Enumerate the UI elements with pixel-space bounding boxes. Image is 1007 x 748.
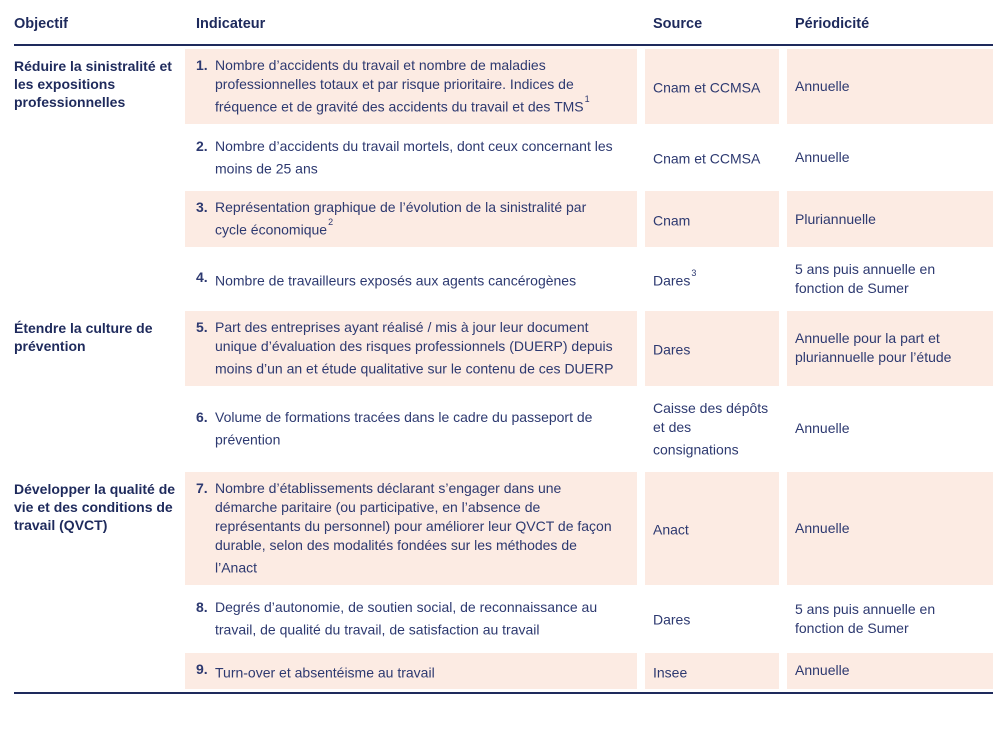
source-text: Dares$^3$	[653, 267, 697, 289]
source-text: Anact	[653, 521, 689, 538]
periodicite-cell	[787, 130, 993, 186]
table-body	[14, 46, 993, 692]
periodicite-cell	[787, 472, 993, 585]
source-text: Cnam	[653, 212, 691, 229]
periodicite-cell	[787, 253, 993, 305]
table-row	[14, 591, 993, 647]
indicator-text: Représentation graphique de l’évolution de la sinistralité par cycle économique$^2$	[215, 199, 587, 238]
objectif-cell	[14, 130, 177, 186]
source-cell	[645, 191, 779, 247]
source-cell	[645, 130, 779, 186]
table-row	[14, 130, 993, 186]
indicateur-cell	[185, 49, 637, 124]
table-row	[14, 311, 993, 386]
periodicite-cell	[787, 591, 993, 647]
objectif-cell	[14, 472, 177, 585]
source-text: Dares	[653, 341, 691, 358]
periodicite-text: Annuelle	[795, 420, 850, 437]
header-indicateur: Indicateur	[196, 16, 266, 32]
source-cell	[645, 311, 779, 386]
periodicite-text: Annuelle	[795, 77, 850, 94]
periodicite-cell	[787, 392, 993, 467]
indicateur-cell	[185, 253, 637, 305]
objectif-cell	[14, 591, 177, 647]
table-row	[14, 653, 993, 690]
objectif-label: Étendre la culture de prévention	[14, 319, 153, 354]
source-cell	[645, 653, 779, 690]
objectif-cell	[14, 253, 177, 305]
indicateur-cell	[185, 130, 637, 186]
periodicite-text: Pluriannuelle	[795, 210, 876, 227]
objectif-label: Développer la qualité de vie et des conditions de travail (QVCT)	[14, 481, 176, 534]
objectif-cell	[14, 49, 177, 124]
source-cell	[645, 49, 779, 124]
source-cell	[645, 392, 779, 467]
periodicite-cell	[787, 49, 993, 124]
objectif-cell	[14, 653, 177, 690]
objectif-label: Réduire la sinistralité et les expositions professionnelles	[14, 58, 172, 110]
indicator-number: 7.	[196, 480, 208, 497]
footnote-marker-icon: 2	[328, 217, 334, 228]
header-objectif: Objectif	[14, 16, 68, 32]
indicator-number: 3.	[196, 199, 208, 216]
footnote-marker-icon: 3	[691, 267, 697, 278]
header-periodicite: Périodicité	[795, 16, 870, 32]
periodicite-cell	[787, 653, 993, 690]
indicator-text: Part des entreprises ayant réalisé / mis à jour leur document unique d’évaluation des risques professionnels (DUERP) depuis moins d’un an et étude qualitative sur le contenu de ces DUERP	[215, 318, 614, 377]
source-text: Caisse des dépôts et des consignations	[653, 399, 769, 458]
table-row	[14, 472, 993, 585]
indicateur-cell	[185, 653, 637, 690]
indicator-number: 1.	[196, 57, 208, 73]
indicateur-cell	[185, 392, 637, 467]
indicator-text: Volume de formations tracées dans le cadre du passeport de prévention	[215, 409, 593, 448]
indicator-text: Turn-over et absentéisme au travail	[215, 664, 435, 681]
source-cell	[645, 253, 779, 305]
indicator-number: 4.	[196, 268, 208, 285]
indicateur-cell	[185, 191, 637, 247]
indicateur-cell	[185, 311, 637, 386]
table-row	[14, 392, 993, 467]
table-row	[14, 191, 993, 247]
source-text: Insee	[653, 664, 688, 681]
indicator-text: Nombre d’accidents du travail et nombre de maladies professionnelles totaux et par risque prioritaire. Indices de fréquence et de gravité des accidents du travail et des TMS$^1$	[215, 57, 590, 115]
indicateur-cell	[185, 591, 637, 647]
indicator-number: 9.	[196, 660, 208, 677]
indicator-text: Degrés d’autonomie, de soutien social, de reconnaissance au travail, de qualité du travail, de satisfaction au travail	[215, 598, 598, 638]
footnote-marker-icon: 1	[584, 94, 590, 104]
indicator-number: 8.	[196, 598, 208, 615]
objectif-cell	[14, 191, 177, 247]
source-text: Cnam et CCMSA	[653, 79, 761, 96]
objectif-cell	[14, 392, 177, 467]
indicator-number: 5.	[196, 318, 208, 335]
periodicite-cell	[787, 191, 993, 247]
periodicite-text: 5 ans puis annuelle en fonction de Sumer	[795, 260, 936, 296]
periodicite-cell	[787, 311, 993, 386]
periodicite-text: Annuelle	[795, 662, 850, 679]
indicator-number: 6.	[196, 409, 208, 426]
indicator-text: Nombre de travailleurs exposés aux agents cancérogènes	[215, 272, 577, 289]
periodicite-text: Annuelle	[795, 520, 850, 537]
table-row	[14, 253, 993, 305]
periodicite-text: 5 ans puis annuelle en fonction de Sumer	[795, 600, 936, 636]
periodicite-text: Annuelle	[795, 148, 850, 165]
indicateur-cell	[185, 472, 637, 585]
objectif-cell	[14, 311, 177, 386]
source-text: Dares	[653, 612, 691, 629]
indicator-number: 2.	[196, 137, 208, 154]
indicator-table	[14, 8, 993, 694]
bottom-rule	[14, 692, 993, 694]
source-cell	[645, 591, 779, 647]
table-header	[14, 8, 993, 44]
source-text: Cnam et CCMSA	[653, 150, 761, 167]
source-cell	[645, 472, 779, 585]
periodicite-text: Annuelle pour la part et pluriannuelle pour l’étude	[795, 330, 952, 366]
header-source: Source	[653, 16, 703, 32]
table-row	[14, 49, 993, 124]
indicator-text: Nombre d’accidents du travail mortels, dont ceux concernant les moins de 25 ans	[215, 137, 613, 177]
indicator-text: Nombre d’établissements déclarant s’engager dans une démarche paritaire (ou participative, en l’absence de représentants du personnel) pour améliorer leur QVCT de façon durable, selon des modalités fondées sur les méthodes de l’Anact	[215, 480, 612, 576]
